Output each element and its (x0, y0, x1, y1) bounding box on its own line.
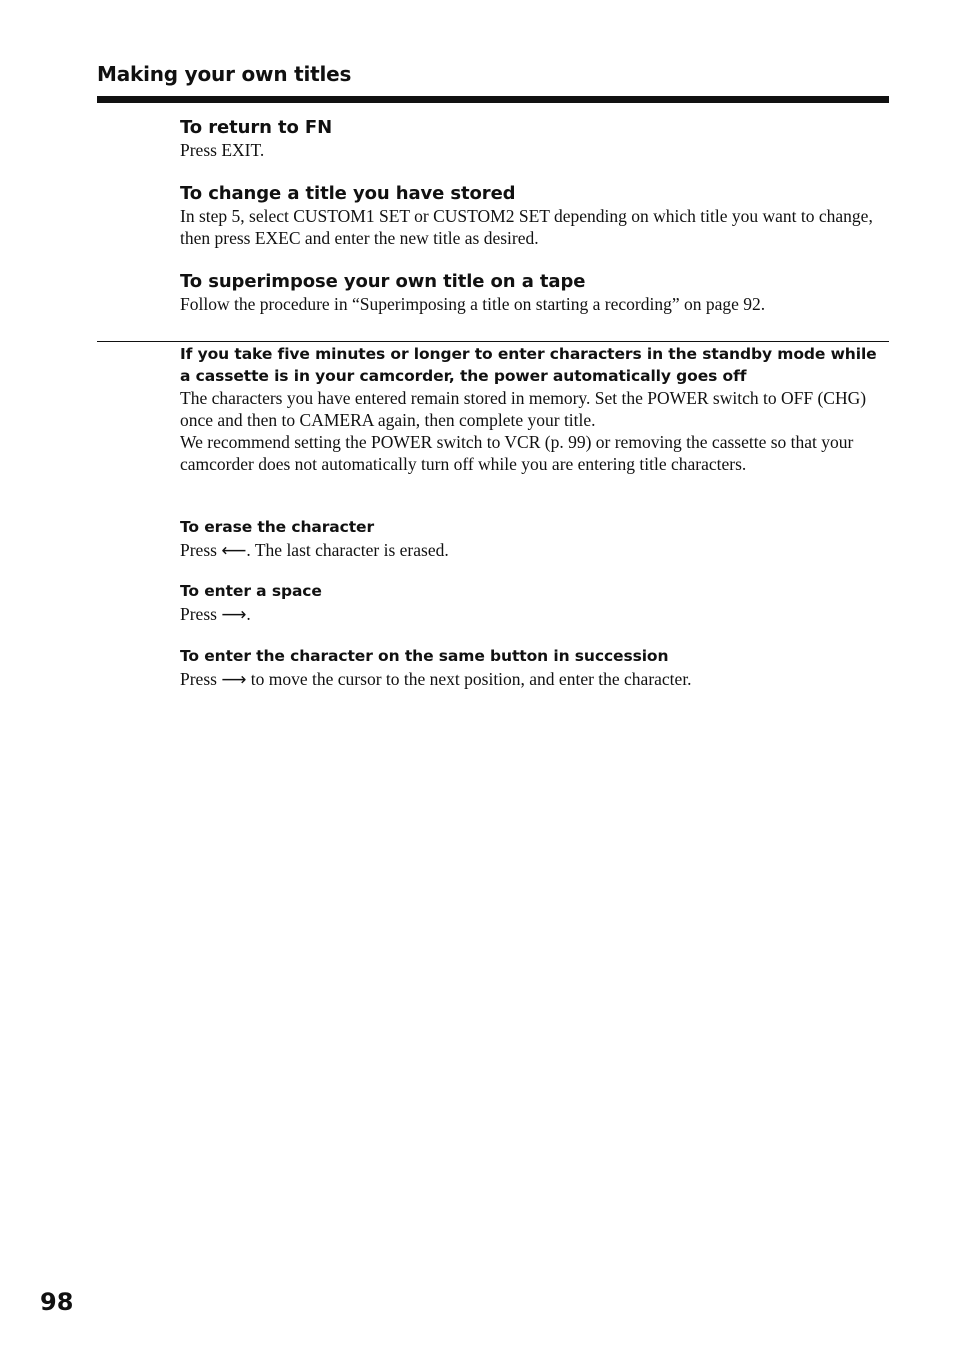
note-text-suffix: . The last character is erased. (246, 539, 449, 560)
note-enter-space (180, 581, 880, 626)
notes-divider (97, 341, 889, 342)
note-heading: To erase the character (180, 518, 375, 536)
section-heading: To change a title you have stored (180, 183, 516, 204)
right-arrow-icon: ⟶ (221, 604, 247, 625)
section-change-title (180, 183, 880, 249)
section-superimpose-title (180, 271, 880, 315)
note-text (180, 603, 880, 626)
right-arrow-icon: ⟶ (221, 669, 247, 690)
note-erase-character (180, 517, 880, 562)
left-arrow-icon: ⟵ (221, 540, 247, 561)
note-text: We recommend setting the POWER switch to VCR (p. 99) or removing the cassette so that your camcorder does not automatically turn off while you are entering title characters. (180, 432, 854, 474)
page-title: Making your own titles (97, 62, 352, 86)
section-text: Press EXIT. (180, 140, 265, 160)
note-text (180, 539, 880, 562)
note-enter-succession (180, 646, 880, 691)
header-rule (97, 96, 889, 103)
press-label: Press (180, 668, 222, 689)
section-heading: To return to FN (180, 117, 333, 138)
note-power-off (180, 344, 888, 475)
page-number: 98 (40, 1288, 74, 1316)
note-text: The characters you have entered remain stored in memory. Set the POWER switch to OFF (CHG) once and then to CAMERA again, then complete your title. (180, 388, 867, 430)
note-heading: To enter a space (180, 582, 322, 600)
note-text-suffix: to move the cursor to the next position, and enter the character. (246, 668, 692, 689)
section-heading: To superimpose your own title on a tape (180, 271, 586, 292)
press-label: Press (180, 539, 222, 560)
section-return-to-fn (180, 117, 880, 161)
note-text-suffix: . (246, 603, 251, 624)
press-label: Press (180, 603, 222, 624)
note-text (180, 668, 880, 691)
note-heading: To enter the character on the same button in succession (180, 647, 669, 665)
section-text: In step 5, select CUSTOM1 SET or CUSTOM2 SET depending on which title you want to change, then press EXEC and enter the new title as desired. (180, 206, 873, 248)
note-heading: If you take five minutes or longer to enter characters in the standby mode while a cassette is in your camcorder, the power automatically goes off (180, 345, 877, 385)
section-text: Follow the procedure in “Superimposing a title on starting a recording” on page 92. (180, 294, 766, 314)
